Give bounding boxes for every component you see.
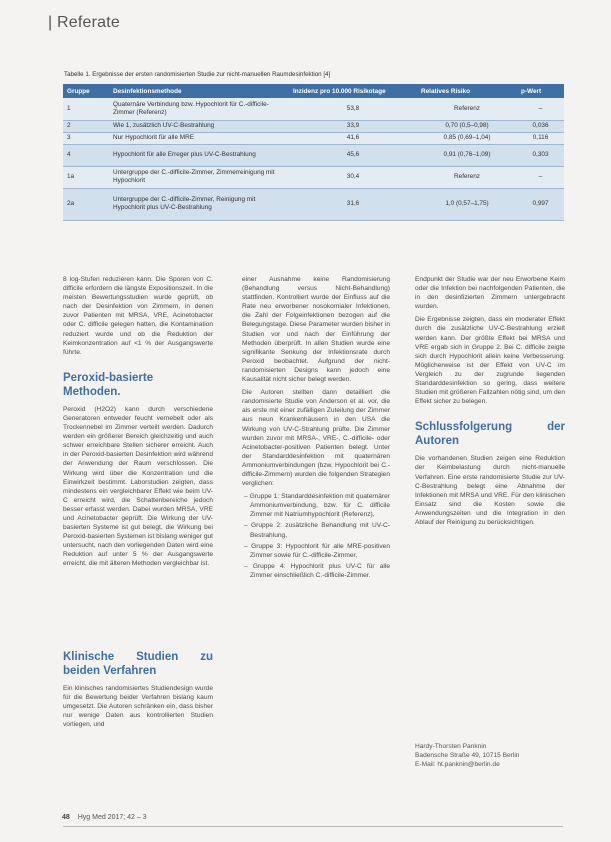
section-heading: Schlussfolgerung der Autoren	[415, 421, 565, 448]
cell-group: 1	[63, 98, 109, 120]
author-contact	[415, 742, 519, 769]
cell-relative-risk: 0,91 (0,76–1,09)	[417, 144, 517, 166]
author-name: Hardy-Thorsten Panknin	[415, 743, 487, 750]
cell-method: Nur Hypochlorit für alle MRE	[109, 132, 289, 144]
text-column-left	[63, 275, 213, 573]
cell-incidence: 30,4	[289, 166, 417, 188]
list-item: – Gruppe 1: Standarddesinfektion mit quaternärer Ammoniumverbindung, bzw. für C. difficile Zimmer mit Natriumhypochlorit (Referenz),	[244, 493, 390, 519]
table-row	[63, 188, 564, 220]
header-p-value: p-Wert	[517, 84, 564, 98]
cell-method: Hypochlorit für alle Erreger plus UV-C-Bestrahlung	[109, 144, 289, 166]
cell-relative-risk: 1,0 (0,57–1,75)	[417, 188, 517, 220]
cell-relative-risk: 0,70 (0,5–0,98)	[417, 120, 517, 132]
cell-method: Quaternäre Verbindung bzw. Hypochlorit für C.-difficile-Zimmer (Referenz)	[109, 98, 289, 120]
table-header-row	[63, 84, 564, 98]
results-table	[63, 84, 564, 221]
footer-divider	[63, 826, 563, 827]
cell-p-value: –	[517, 98, 564, 120]
paragraph: Die vorhandenen Studien zeigen eine Reduktion der Keimbelastung durch nicht-manuelle Verfahren. Eine erste randomisierte Studie zur UV-C-Bestrahlung belegt eine Abnahme der Infektionen mit MRSA und VRE. Für den klinischen Einsatz sind die Kosten sowie die Anwendungszeiten und die Integration in den Ablauf der Reinigung zu berücksichtigen.	[415, 455, 565, 526]
cell-group: 1a	[63, 166, 109, 188]
header-group: Gruppe	[63, 84, 109, 98]
cell-incidence: 45,6	[289, 144, 417, 166]
group-list	[242, 492, 390, 580]
section-heading: Peroxid-basierte Methoden.	[63, 371, 154, 398]
author-address: Badensche Straße 49, 10715 Berlin	[415, 752, 520, 759]
cell-method: Wie 1, zusätzlich UV-C-Bestrahlung	[109, 120, 289, 132]
text-column-middle	[242, 275, 390, 582]
page-number: 48	[62, 814, 70, 821]
cell-method: Untergruppe der C.-difficile-Zimmer, Zimmerreinigung mit Hypochlorit	[109, 166, 289, 188]
cell-p-value: 0,116	[517, 132, 564, 144]
text-column-left-lower	[63, 650, 213, 733]
cell-relative-risk: Referenz	[417, 98, 517, 120]
cell-group: 2a	[63, 188, 109, 220]
cell-group: 2	[63, 120, 109, 132]
paragraph: Die Autoren stellten dann detailliert die randomisierte Studie von Anderson et al. vor, die als erste mit einer zufälligen Zuteilung der Zimmer aus neun Krankenhäusern in den USA die Wirkung von UV-C-Strahlung prüfte. Die Zimmer wurden zuvor mit MRSA-, VRE-, C.-difficile- oder Acinetobacter-positiven Patienten belegt. Unter der Standarddesinfektion mit quaternären Ammoniumverbindungen (bzw. Hypochlorit bei C.-difficile-Zimmern) wurden die folgenden Strategien verglichen:	[242, 389, 390, 488]
cell-p-value: 0,036	[517, 120, 564, 132]
cell-group: 3	[63, 132, 109, 144]
cell-incidence: 31,6	[289, 188, 417, 220]
page-footer	[62, 814, 147, 821]
section-heading: Klinische Studien zu beiden Verfahren	[63, 651, 213, 677]
cell-relative-risk: Referenz	[417, 166, 517, 188]
cell-p-value: 0,997	[517, 188, 564, 220]
cell-incidence: 53,8	[289, 98, 417, 120]
cell-relative-risk: 0,85 (0,69–1,04)	[417, 132, 517, 144]
cell-p-value: –	[517, 166, 564, 188]
paragraph: Peroxid (H2O2) kann durch verschiedene Generatoren entweder feucht vernebelt oder als Trockennebel im Zimmer verteilt werden. Dadurch werden ein größerer Bereich gleichzeitig und auch schwer erreichbare Stellen sicherer erreicht. Auch in der Peroxid-basierten Desinfektion wird während der Anwendung der Raum verschlossen. Die Wirkung wird über die Konzentration und die Einwirkzeit bestimmt. Laborstudien zeigten, dass mindestens ein vergleichbarer Effekt wie beim UV-C erreicht wird, die Schattenbereiche jedoch besser erfasst werden. Dabei wurden MRSA, VRE und Acinetobacter geprüft. Die Wirkung der UV-basierten Systeme ist gut belegt, die Wirkung bei Peroxid-basierten Systemen ist bislang weniger gut untersucht, nach den vorliegenden Daten wird eine Reduktion auf unter 5 % der Ausgangswerte erreicht, die mit älteren Methoden vergleichbar ist.	[63, 405, 213, 568]
journal-citation: Hyg Med 2017; 42 – 3	[77, 814, 147, 821]
header-method: Desinfektionsmethode	[109, 84, 289, 98]
cell-method: Untergruppe der C.-difficile-Zimmer, Reinigung mit Hypochlorit plus UV-C-Bestrahlung	[109, 188, 289, 220]
table-row	[63, 166, 564, 188]
paragraph: Ein klinisches randomisiertes Studiendesign wurde für die Bewertung beider Verfahren bislang kaum umgesetzt. Die Autoren schränken ein, dass bisher nur wenige Daten aus kontrollierten Studien vorliegen, und	[63, 685, 213, 729]
table-row	[63, 120, 564, 132]
paragraph: Endpunkt der Studie war der neu Erworbene Keim oder die Infektion bei nachfolgenden Patienten, die in den desinfizierten Zimmern untergebracht wurden.	[415, 276, 565, 311]
text-column-right	[415, 275, 565, 531]
list-item: – Gruppe 4: Hypochlorit plus UV-C für alle Zimmer einschließlich C.-difficile-Zimmer.	[244, 562, 390, 579]
cell-incidence: 41,6	[289, 132, 417, 144]
cell-group: 4	[63, 144, 109, 166]
table-row	[63, 144, 564, 166]
list-item: – Gruppe 2: zusätzliche Behandlung mit UV-C-Bestrahlung,	[244, 522, 390, 539]
paragraph: 8 log-Stufen reduzieren kann. Die Sporen von C. difficile erfordern die längste Expositionszeit. In die meisten Bewertungsstudien wurde geprüft, ob nach der Desinfektion von Zimmern, in denen zuvor Patienten mit MRSA, VRE, Acinetobacter oder C. difficile gelegen hatten, die Kontamination reduziert wurde und ob die Reduktion der Keimkonzentration auf <1 % der Ausgangswerte führte.	[63, 276, 213, 356]
paragraph: Die Ergebnisse zeigten, dass ein moderater Effekt durch die zusätzliche UV-C-Bestrahlung erzielt werden kann. Der größte Effekt bei MRSA und VRE ergab sich in Gruppe 2. Bei C. difficile zeigte sich durch Hypochlorit allein keine Verbesserung. Möglicherweise ist der Effekt von UV-C im Vergleich zu der zugrunde liegenden Standarddesinfektion so gering, dass weitere Studien mit größeren Fallzahlen nötig sind, um den Effekt sicher zu belegen.	[415, 316, 565, 406]
section-label: | Referate	[48, 14, 120, 31]
cell-incidence: 33,9	[289, 120, 417, 132]
list-item: – Gruppe 3: Hypochlorit für alle MRE-positiven Zimmer sowie für C.-difficile-Zimmer,	[244, 542, 390, 559]
table-caption: Tabelle 1. Ergebnisse der ersten randomisierten Studie zur nicht-manuellen Raumdesinfektion [4]	[64, 71, 331, 78]
header-incidence: Inzidenz pro 10.000 Risikotage	[289, 84, 417, 98]
table-row	[63, 98, 564, 120]
header-relative-risk: Relatives Risiko	[417, 84, 517, 98]
author-email: E-Mail: ht.panknin@berlin.de	[415, 761, 500, 768]
table-row	[63, 132, 564, 144]
cell-p-value: 0,303	[517, 144, 564, 166]
paragraph: einer Ausnahme keine Randomisierung (Behandlung versus Nicht-Behandlung) stattfinden. Kontrolliert wurde der Einfluss auf die Rate neu erworbener nosokomialer Infektionen, die Zahl der Folgeinfektionen bezogen auf die Belegungstage. Diese Parameter wurden bisher in Studien vor und nach der Einführung der Methoden überprüft. In allen Studien wurde eine signifikante Senkung der Infektionsrate durch Peroxid beobachtet. Aufgrund der nicht-randomisierten Designs kann jedoch eine Kausalität nicht sicher belegt werden.	[242, 276, 390, 384]
